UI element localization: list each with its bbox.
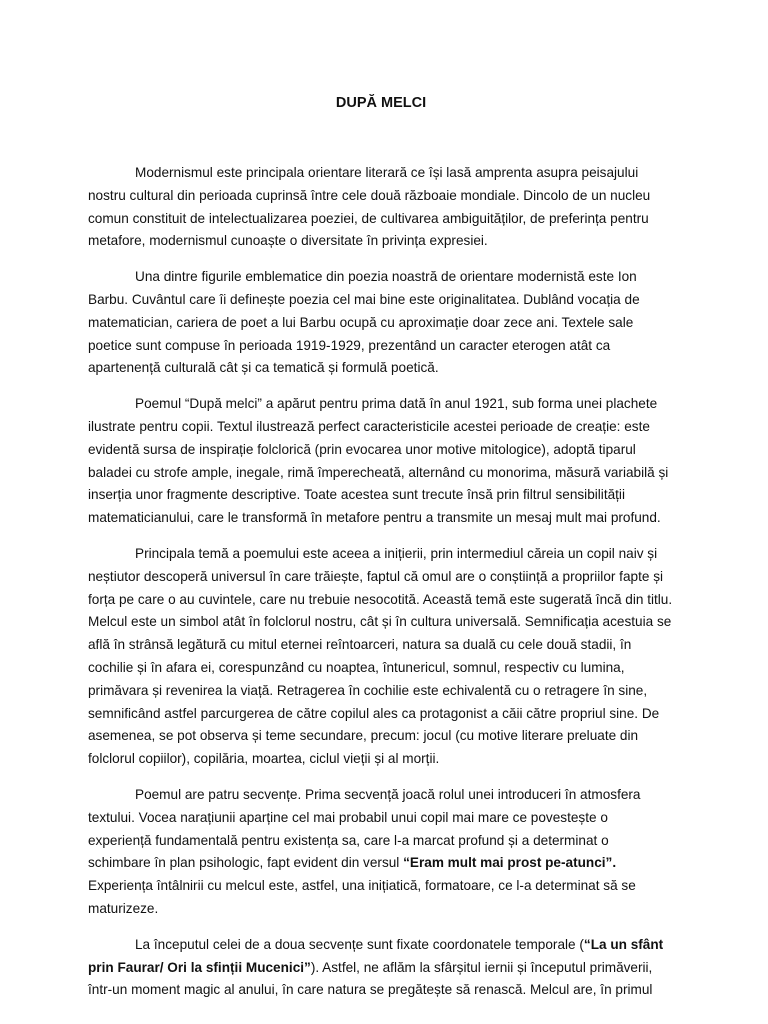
paragraph-3 [88,393,674,530]
quoted-verse: “La un sfânt prin Faurar/ Ori la sfinții Mucenici” [88,936,664,975]
paragraph-1 [88,162,674,253]
document-title: DUPĂ MELCI [335,95,427,111]
paragraph-text: Experiența întâlnirii cu melcul este, astfel, una inițiatică, formatoare, ce l-a determinat să se maturizeze. [88,878,636,916]
quoted-verse: “Eram mult mai prost pe-atunci”. [403,855,617,871]
paragraph-2 [88,266,674,380]
paragraph-text: Modernismul este principala orientare literară ce își lasă amprenta asupra peisajului nostru cultural din perioada cuprinsă între cele două războaie mondiale. Dincolo de un nucleu comun constituit de intelectualizarea poeziei, de cultivarea ambiguităților, de preferința pentru metafore, modernismul cunoaște o diversitate în privința expresiei. [88,165,651,249]
paragraph-text: Poemul “După melci” a apărut pentru prima dată în anul 1921, sub forma unei plachete ilustrate pentru copii. Textul ilustrează perfect caracteristicile acestei perioade de creație: este evidentă sursa de inspirație folclorică (prin evocarea unor motive mitologice), adoptă tiparul baladei cu strofe ample, inegale, rimă împerecheată, alternând cu monorima, măsură variabilă și inserția unor fragmente descriptive. Toate acestea sunt trecute însă prin filtrul sensibilității matematicianului, care le transformă în metafore pentru a transmite un mesaj mult mai profund. [88,396,669,526]
paragraph-4 [88,543,674,771]
paragraph-text: Una dintre figurile emblematice din poezia noastră de orientare modernistă este Ion Barbu. Cuvântul care îi definește poezia cel mai bine este originalitatea. Dublând vocația de matematician, cariera de poet a lui Barbu ocupă cu aproximație doar zece ani. Textele sale poetice sunt compuse în perioada 1919-1929, prezentând un caracter eterogen atât ca apartenență culturală cât și ca tematică și formulă poetică. [88,269,640,376]
paragraph-text: Poemul are patru secvențe. Prima secvență joacă rolul unei introduceri în atmosfera textului. Vocea narațiunii aparține cel mai probabil unui copil mai mare ce povestește o experiență fundamentală pentru existența sa, care l-a marcat profund și a determinat o schimbare în plan psihologic, fapt evident din versul [88,786,641,871]
paragraph-text: ). Astfel, ne aflăm la sfârșitul iernii și începutul primăverii, într-un moment magic al anului, în care natura se pregătește să renască. Melcul are, în primul [88,959,653,998]
paragraph-text: La începutul celei de a doua secvențe sunt fixate coordonatele temporale ( [135,936,584,952]
paragraph-6 [88,934,674,1002]
paragraph-text: Principala temă a poemului este aceea a inițierii, prin intermediul căreia un copil naiv și neștiutor descoperă universul în care trăiește, faptul că omul are o conștiință a propriilor fapte și forța pe care o au cuvintele, care nu trebuie nesocotită. Această temă este sugerată încă din titlu. Melcul este un simbol atât în folclorul nostru, cât și în cultura universală. Semnificația acestuia se află în strânsă legătură cu mitul eternei reîntoarceri, natura sa duală cu cele două stadii, în cochilie și în afara ei, corespunzând cu noaptea, întunericul, somnul, respectiv cu lumina, primăvara și revenirea la viață. Retragerea în cochilie este echivalentă cu o retragere în sine, semnificând astfel parcurgerea de către copilul ales ca protagonist a căii către propriul sine. De asemenea, se pot observa și teme secundare, precum: jocul (cu motive literare preluate din folclorul copiilor), copilăria, moartea, ciclul vieții și al morții. [88,545,673,767]
document-page [88,92,674,1015]
paragraph-5 [88,784,674,921]
